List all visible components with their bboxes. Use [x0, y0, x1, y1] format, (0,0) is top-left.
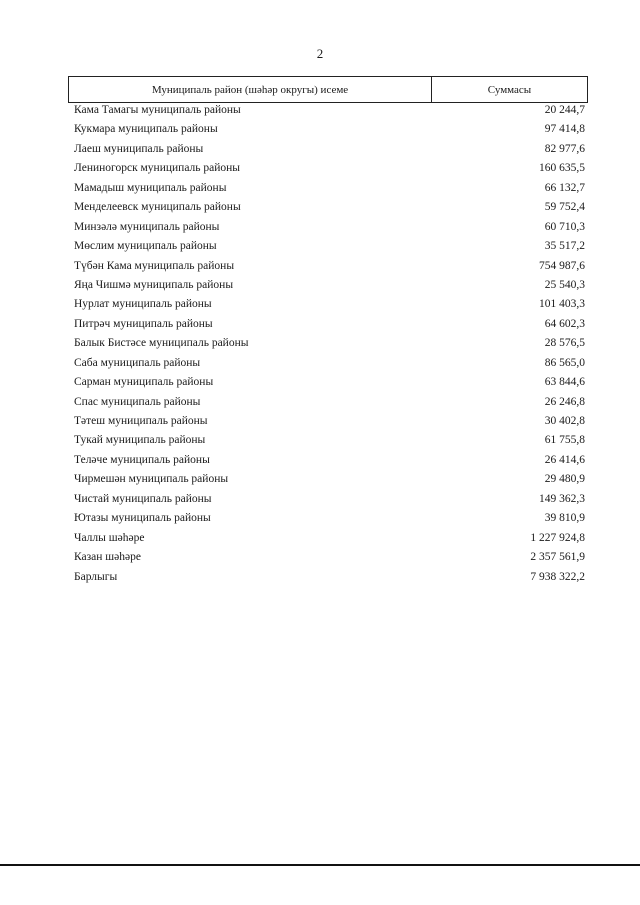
- table-row: [74, 412, 585, 431]
- table-row: [74, 257, 585, 276]
- scan-bottom-edge: [0, 864, 640, 866]
- row-name: Мамадыш муниципаль районы: [74, 181, 227, 194]
- table-row: [74, 179, 585, 198]
- row-name: Түбән Кама муниципаль районы: [74, 259, 235, 272]
- table-row: [74, 218, 585, 237]
- row-value: 754 987,6: [539, 259, 585, 272]
- row-value: 1 227 924,8: [530, 531, 585, 544]
- row-value: 28 576,5: [544, 337, 585, 350]
- row-name: Тукай муниципаль районы: [74, 434, 206, 447]
- row-value: 86 565,0: [544, 356, 585, 369]
- row-value: 149 362,3: [539, 492, 585, 505]
- row-name: Казан шәһәре: [74, 551, 141, 564]
- row-value: 82 977,6: [544, 142, 585, 155]
- table-row: [74, 509, 585, 528]
- table-row: [74, 276, 585, 295]
- row-name: Чистай муниципаль районы: [74, 492, 212, 505]
- row-name: Кукмара муниципаль районы: [74, 123, 218, 136]
- row-value: 2 357 561,9: [530, 551, 585, 564]
- row-value: 61 755,8: [544, 434, 585, 447]
- row-value: 160 635,5: [539, 162, 585, 175]
- row-name: Яңа Чишмә муниципаль районы: [74, 278, 234, 291]
- row-name: Теләче муниципаль районы: [74, 453, 210, 466]
- row-name: Кама Тамагы муниципаль районы: [74, 104, 241, 116]
- row-value: 60 710,3: [544, 220, 585, 233]
- table-row: [74, 159, 585, 178]
- row-name: Минзәлә муниципаль районы: [74, 220, 220, 233]
- row-name: Лаеш муниципаль районы: [74, 142, 204, 155]
- page-number: 2: [316, 46, 324, 61]
- table-row: [74, 237, 585, 256]
- row-name: Менделеевск муниципаль районы: [74, 201, 241, 214]
- table-row: [74, 354, 585, 373]
- table-header: [68, 76, 588, 103]
- row-value: 39 810,9: [544, 512, 585, 525]
- row-value: 20 244,7: [544, 104, 585, 116]
- table-row: [74, 140, 585, 159]
- row-value: 101 403,3: [539, 298, 585, 311]
- table-row: [74, 548, 585, 567]
- row-value: 7 938 322,2: [530, 570, 585, 583]
- row-name: Сарман муниципаль районы: [74, 376, 214, 389]
- row-name: Мөслим муниципаль районы: [74, 240, 217, 253]
- row-name: Спас муниципаль районы: [74, 395, 201, 408]
- row-value: 59 752,4: [544, 201, 585, 214]
- row-name: Питрәч муниципаль районы: [74, 317, 213, 330]
- row-value: 63 844,6: [544, 376, 585, 389]
- table-row: [74, 101, 585, 120]
- row-name: Нурлат муниципаль районы: [74, 298, 212, 311]
- row-name: Чирмешән муниципаль районы: [74, 473, 229, 486]
- table-row: [74, 529, 585, 548]
- table-row: [74, 295, 585, 314]
- row-value: 26 246,8: [544, 395, 585, 408]
- row-value: 97 414,8: [544, 123, 585, 136]
- row-value: 64 602,3: [544, 317, 585, 330]
- row-name: Ютазы муниципаль районы: [74, 512, 211, 525]
- table-body: [74, 101, 585, 587]
- table-row: [74, 393, 585, 412]
- table-row: [74, 490, 585, 509]
- row-value: 26 414,6: [544, 453, 585, 466]
- column-header-name: Муниципаль район (шәһәр округы) исеме: [69, 77, 432, 102]
- table-row: [74, 334, 585, 353]
- row-name: Чаллы шәһәре: [74, 531, 145, 544]
- row-name: Тәтеш муниципаль районы: [74, 415, 208, 427]
- column-header-sum: Суммасы: [487, 83, 532, 96]
- table-row: [74, 431, 585, 450]
- row-value: 25 540,3: [544, 278, 585, 291]
- row-name: Лениногорск муниципаль районы: [74, 162, 241, 175]
- table-row: [74, 470, 585, 489]
- table-row: [74, 451, 585, 470]
- row-name: Балык Бистәсе муниципаль районы: [74, 337, 249, 350]
- table-row: [74, 120, 585, 139]
- table-row: [74, 568, 585, 587]
- row-value: 29 480,9: [544, 473, 585, 486]
- table-row: [74, 373, 585, 392]
- row-name: Барлыгы: [74, 570, 118, 583]
- table-row: [74, 198, 585, 217]
- row-value: 35 517,2: [544, 240, 585, 253]
- row-value: 30 402,8: [544, 415, 585, 427]
- row-name: Саба муниципаль районы: [74, 356, 201, 369]
- table-row: [74, 315, 585, 334]
- row-value: 66 132,7: [544, 181, 585, 194]
